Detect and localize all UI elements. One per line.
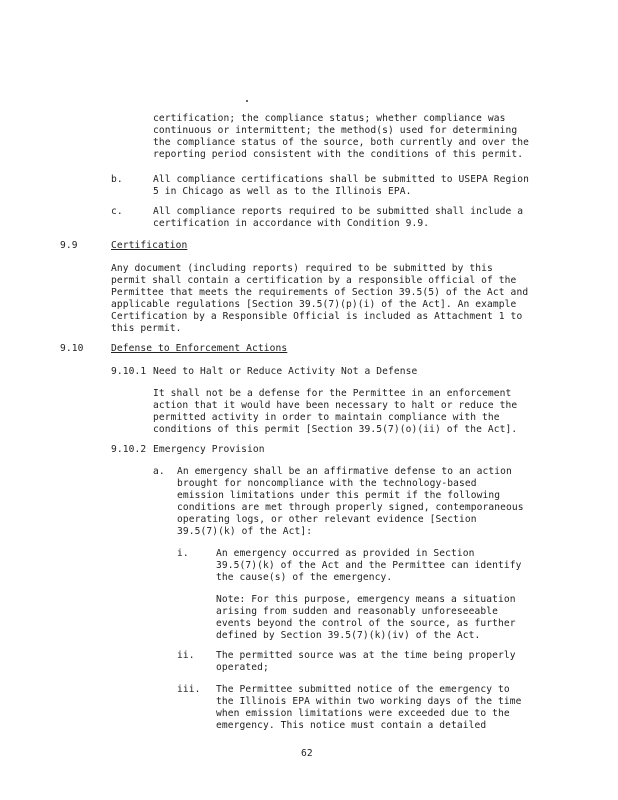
section-9-9-line: permit shall contain a certification by a responsible official of the [111,275,517,286]
item-a-line: An emergency shall be an affirmative defense to an action [177,466,512,477]
item-a-line: brought for noncompliance with the technology-based [177,478,477,489]
item-iii-label: iii. [177,684,201,695]
section-9-10-1-line: It shall not be a defense for the Permittee in an enforcement [153,388,512,399]
item-i-label: i. [177,548,189,559]
item-ii-line: operated; [216,662,269,673]
item-iii-line: when emission limitations were exceeded due to the [216,708,510,719]
item-c-line: All compliance reports required to be submitted shall include a [153,206,524,217]
item-b-line: 5 in Chicago as well as to the Illinois EPA. [153,186,412,197]
section-9-9-line: applicable regulations [Section 39.5(7)(p)(i) of the Act]. An example [111,299,517,310]
item-ii-line: The permitted source was at the time being properly [216,650,516,661]
cont-line: continuous or intermittent; the method(s) used for determining [153,125,518,136]
item-b-line: All compliance certifications shall be submitted to USEPA Region [153,174,530,185]
cont-line: certification; the compliance status; whether compliance was [153,113,506,124]
section-9-10-1-line: action that it would have been necessary to halt or reduce the [153,400,518,411]
item-c-line: certification in accordance with Condition 9.9. [153,218,430,229]
note-line: defined by Section 39.5(7)(k)(iv) of the Act. [216,630,481,641]
scan-speck [246,100,248,102]
section-9-9-line: Certification by a Responsible Official is included as Attachment 1 to [111,311,523,322]
item-a-line: operating logs, or other relevant evidence [Section [177,514,477,525]
section-9-10-1-number: 9.10.1 [111,366,147,377]
item-a-label: a. [153,466,165,477]
section-9-10-1-line: permitted activity in order to maintain compliance with the [153,412,500,423]
item-iii-line: emergency. This notice must contain a detailed [216,720,487,731]
cont-line: the compliance status of the source, both currently and over the [153,137,530,148]
section-9-10-number: 9.10 [60,343,84,354]
section-9-9-title: Certification [111,240,188,251]
item-a-line: conditions are met through properly signed, contemporaneous [177,502,524,513]
item-i-line: An emergency occurred as provided in Section [216,548,475,559]
item-a-line: 39.5(7)(k) of the Act]: [177,526,313,537]
item-c-label: c. [111,206,123,217]
item-i-line: the cause(s) of the emergency. [216,572,393,583]
item-b-label: b. [111,174,123,185]
section-9-9-line: Permittee that meets the requirements of Section 39.5(5) of the Act and [111,287,529,298]
note-line: arising from sudden and reasonably unforeseeable [216,606,499,617]
section-9-10-1-line: conditions of this permit [Section 39.5(7)(o)(ii) of the Act]. [153,424,518,435]
section-9-9-number: 9.9 [60,240,78,251]
note-line: Note: For this purpose, emergency means a situation [216,594,516,605]
section-9-9-line: Any document (including reports) required to be submitted by this [111,263,493,274]
item-a-line: emission limitations under this permit if the following [177,490,501,501]
section-9-10-title: Defense to Enforcement Actions [111,343,288,354]
item-i-line: 39.5(7)(k) of the Act and the Permittee can identify [216,560,522,571]
section-9-10-2-title: Emergency Provision [153,444,265,455]
section-9-10-2-number: 9.10.2 [111,444,147,455]
item-ii-label: ii. [177,650,195,661]
note-line: events beyond the control of the source, as further [216,618,516,629]
item-iii-line: the Illinois EPA within two working days of the time [216,696,522,707]
page-number: 62 [301,748,313,759]
section-9-10-1-title: Need to Halt or Reduce Activity Not a Defense [153,366,418,377]
section-9-9-line: this permit. [111,323,182,334]
item-iii-line: The Permittee submitted notice of the emergency to [216,684,510,695]
cont-line: reporting period consistent with the conditions of this permit. [153,149,524,160]
